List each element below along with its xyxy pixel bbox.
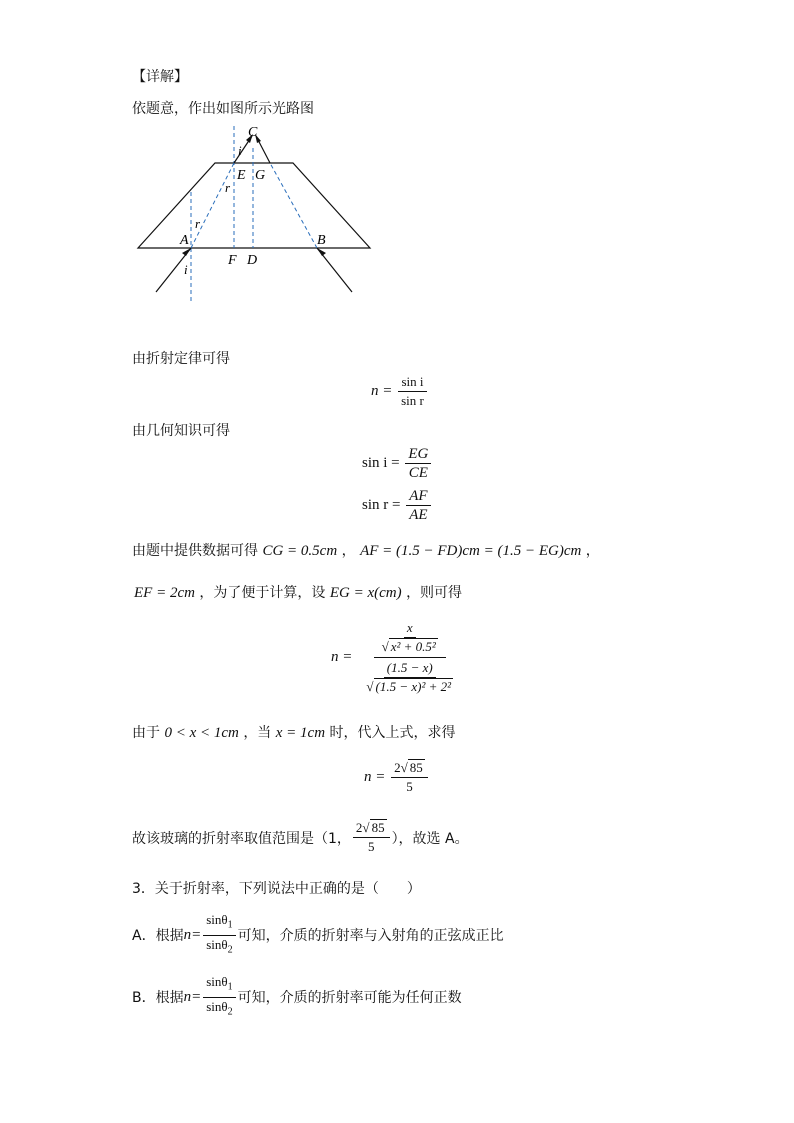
eg-assume: EG = x(cm) (329, 585, 402, 601)
trapezoid-prism (138, 163, 370, 248)
eq1-lhs: n = (371, 382, 393, 399)
label-f: F (228, 253, 237, 268)
given-data-comma2: ， (585, 543, 600, 559)
option-a-lhs: n= (183, 926, 202, 943)
ef-text-b: ，则可得 (406, 585, 463, 601)
eq5-lhs: n = (364, 768, 386, 785)
eq2-lhs: sin i = (362, 454, 400, 471)
range-x-value: x = 1cm (275, 725, 326, 741)
eq4-top-fraction (379, 620, 441, 655)
eq4-top-fraction-wrap (374, 620, 446, 658)
range-text-c: 时，代入上式，求得 (329, 725, 456, 741)
section-heading: 【详解】 (132, 69, 188, 85)
label-i-top: i (238, 143, 242, 158)
option-a-denominator: sinθ$_2$ (206, 936, 233, 956)
arrow-head-a (182, 248, 191, 256)
given-data-comma: ， (341, 543, 356, 559)
label-d: D (247, 253, 258, 268)
equation-sin-r (362, 488, 433, 523)
arrow-head-b (317, 248, 326, 256)
ef-text-a: ，为了便于计算，设 (199, 585, 326, 601)
option-a (132, 912, 504, 958)
eq5-numerator: 2√ 85 (391, 760, 428, 778)
eq2-fraction (405, 446, 431, 481)
eq3-denominator: AE (409, 507, 428, 523)
label-g: G (255, 168, 266, 183)
option-a-prefix: A．根据 (132, 928, 184, 945)
eq4-bottom-root: (1.5 − x)² + 2² (375, 679, 452, 694)
label-r-top: r (225, 180, 231, 195)
option-a-numerator: sinθ$_1$ (203, 912, 235, 936)
option-b-numerator: sinθ$_1$ (203, 974, 235, 998)
conclusion-numerator: 2√ 85 (353, 820, 390, 838)
eq3-numerator: AF (406, 488, 430, 506)
conclusion-denominator: 5 (367, 839, 375, 854)
conclusion-text-a: 故该玻璃的折射率取值范围是（1， (132, 830, 351, 847)
eq1-numerator: sin i (398, 374, 426, 392)
text-geometry: 由几何知识可得 (132, 423, 230, 439)
equation-n-sin (371, 374, 429, 409)
light-path-diagram (130, 122, 380, 302)
eq4-bottom-numerator: (1.5 − x) (384, 660, 436, 678)
equation-sin-i (362, 446, 433, 481)
given-data-af: AF = (1.5 − FD)cm = (1.5 − EG)cm (360, 543, 582, 559)
eq1-denominator: sin r (401, 393, 424, 408)
option-b-lhs: n= (183, 988, 202, 1005)
given-data-text: 由题中提供数据可得 (132, 543, 258, 559)
line-ef-assume (134, 582, 462, 602)
line-conclusion (132, 820, 469, 855)
option-b-fraction (203, 974, 235, 1020)
label-b: B (317, 233, 326, 248)
eq3-lhs: sin r = (362, 496, 401, 513)
eq2-denominator: CE (408, 465, 428, 481)
conclusion-text-b: ），故选 A。 (391, 830, 469, 847)
option-b (132, 974, 462, 1020)
eq4-bottom-fraction-wrap (358, 658, 461, 695)
eq5-fraction (391, 760, 428, 795)
given-data-cg: CG = 0.5cm (262, 543, 338, 559)
eq3-fraction (406, 488, 430, 523)
intro-text: 依题意，作出如图所示光路图 (132, 101, 314, 117)
eq4-top-denominator: √ x² + 0.5² (381, 639, 436, 654)
eq4-bottom-denominator: √ (1.5 − x)² + 2² (366, 679, 452, 694)
label-c: C (248, 125, 258, 140)
line-given-data (132, 540, 600, 560)
eq4-outer-fraction (358, 620, 461, 695)
range-text-a: 由于 (132, 725, 160, 741)
conclusion-fraction (353, 820, 390, 855)
range-inequality: 0 < x < 1cm (164, 725, 239, 741)
eq1-fraction (398, 374, 427, 409)
equation-n-compound (331, 620, 463, 695)
label-r-left: r (195, 216, 201, 231)
eq4-top-root: x² + 0.5² (390, 639, 436, 654)
label-e: E (237, 168, 246, 183)
eq5-denominator: 5 (406, 779, 413, 794)
range-text-b: ，当 (243, 725, 272, 741)
text-refraction-law: 由折射定律可得 (132, 351, 230, 367)
equation-n-result (364, 760, 430, 795)
question-3: 3．关于折射率，下列说法中正确的是（ ） (132, 881, 421, 897)
refracted-ray-ae (191, 163, 234, 248)
option-b-prefix: B．根据 (132, 990, 184, 1007)
option-b-suffix: 可知，介质的折射率可能为任何正数 (237, 990, 462, 1007)
line-range (132, 722, 456, 742)
option-a-suffix: 可知，介质的折射率与入射角的正弦成正比 (237, 928, 504, 945)
eq4-top-numerator: x (404, 620, 416, 638)
refracted-ray-bg (270, 163, 317, 248)
option-a-fraction (203, 912, 235, 958)
ef-value: EF = 2cm (134, 585, 195, 601)
label-a: A (180, 233, 189, 248)
eq4-lhs: n = (331, 649, 353, 665)
eq2-numerator: EG (405, 446, 431, 464)
label-i-bottom: i (184, 262, 188, 277)
option-b-denominator: sinθ$_2$ (206, 998, 233, 1018)
eq4-bottom-fraction (363, 660, 456, 695)
